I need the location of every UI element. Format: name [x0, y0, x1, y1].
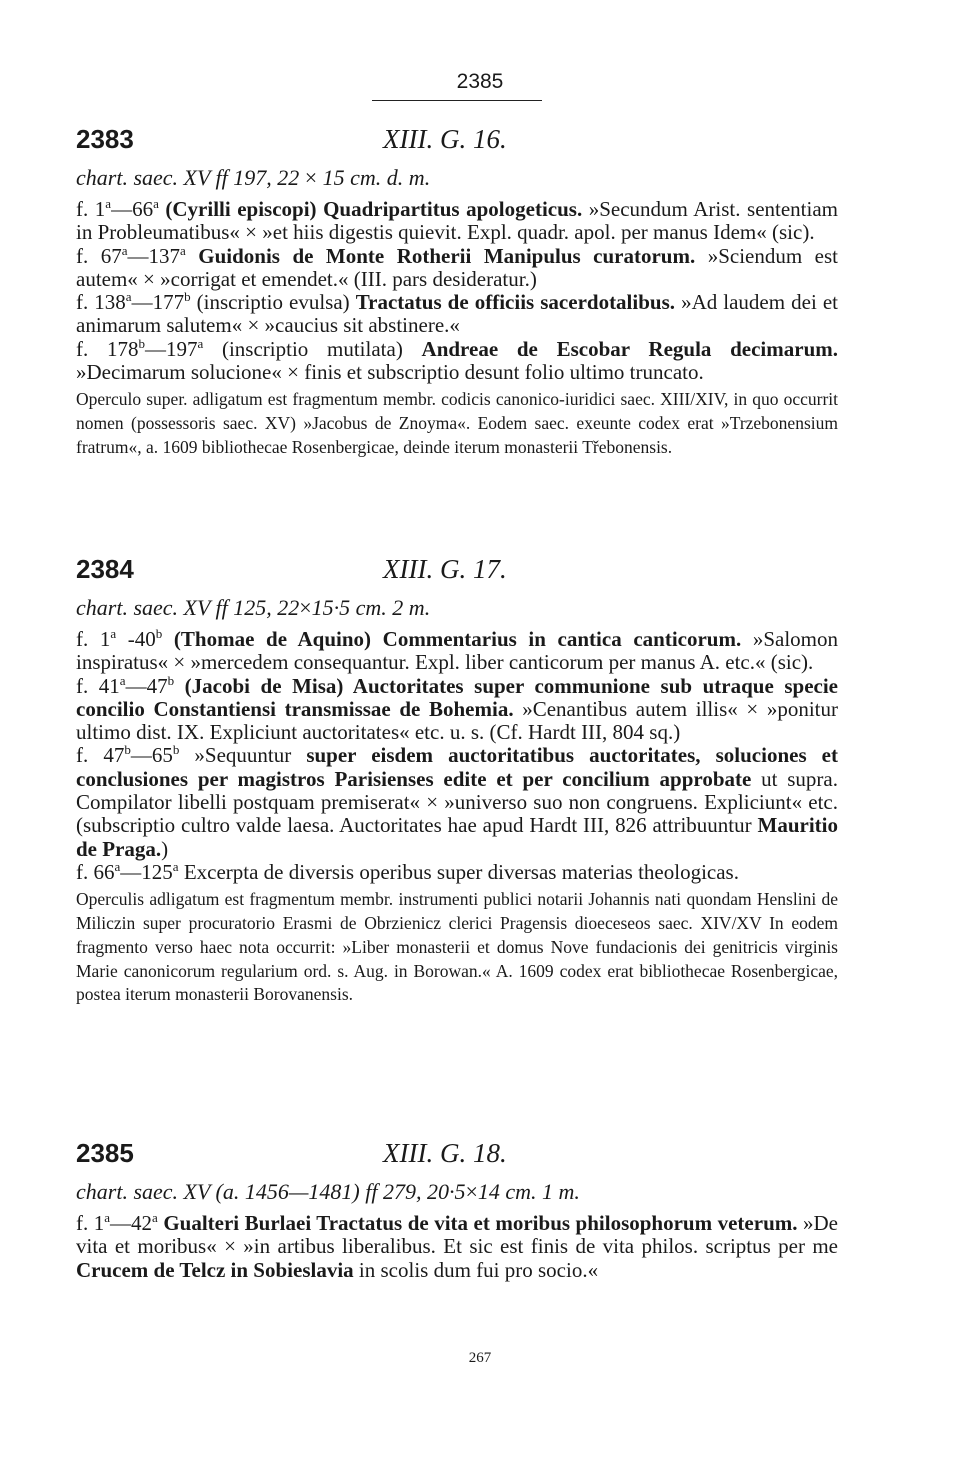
catalog-entry-2385: [76, 1138, 838, 1282]
contents-list: [76, 198, 838, 384]
contents-list: [76, 1212, 838, 1282]
shelf-signature: XIII. G. 16.: [383, 124, 507, 154]
content-item: f. 178$^b$—197$^a$ (inscriptio mutilata) Andreae de Escobar Regula decimarum. »Decimarum solucione« × finis et subscriptio desunt folio ultimo truncato.: [76, 335, 839, 385]
entry-number: 2384: [76, 554, 134, 584]
codex-description: chart. saec. XV ff 125, 22×15·5 cm. 2 m.: [76, 595, 431, 620]
shelf-signature: XIII. G. 18.: [383, 1138, 507, 1168]
content-item: f. 1$^a$ -40$^b$ (Thomae de Aquino) Commentarius in cantica canticorum. »Salomon inspiratus« × »mercedem consequantur. Expl. liber canticorum per manus A. etc.« (sic).: [76, 626, 839, 675]
page-header-number: 2385: [456, 70, 504, 93]
catalog-entry-2383: [76, 124, 838, 460]
content-item: f. 67$^a$—137$^a$ Guidonis de Monte Rotherii Manipulus curatorum. »Sciendum est autem« × »corrigat et emendet.« (III. pars desideratur.): [76, 242, 838, 291]
content-item: f. 66$^a$—125$^a$ Excerpta de diversis operibus super diversas materias theologicas.: [76, 859, 739, 884]
entry-heading: [76, 124, 838, 164]
entry-heading: [76, 554, 838, 594]
binding-note: Operculo super. adligatum est fragmentum membr. codicis canonico-iuridici saec. XIII/XIV, in quo occurrit nomen (possessoris saec. XV) »Jacobus de Znoyma«. Eodem saec. exeunte codex erat »Trzebonensium fratrum«, a. 1609 bibliothecae Rosenbergicae, deinde iterum monasterii Třebonensis.: [76, 389, 838, 457]
entry-heading: [76, 1138, 838, 1178]
shelf-signature: XIII. G. 17.: [383, 554, 507, 584]
codex-description: chart. saec. XV (a. 1456—1481) ff 279, 20·5×14 cm. 1 m.: [76, 1179, 580, 1204]
page-footer-number: 267: [468, 1350, 492, 1366]
entry-number: 2385: [76, 1138, 134, 1168]
binding-note: Operculis adligatum est fragmentum membr. instrumenti publici notarii Johannis nati quondam Henslini de Miliczin super procuratorio Erasmi de Obrzienicz clerici Pragensis dioeceseos saec. XIV/XV In eodem fragmento verso haec nota occurrit: »Liber monasterii et domus Nove fundacionis dei genitricis virginis Marie canonicorum regularium ord. s. Aug. in Borowan.« A. 1609 codex erat bibliothecae Rosenbergicae, postea iterum monasterii Borovanensis.: [76, 889, 838, 1005]
codex-description: chart. saec. XV ff 197, 22 × 15 cm. d. m.: [76, 165, 431, 190]
entry-number: 2383: [76, 124, 134, 154]
content-item: f. 1$^a$—42$^a$ Gualteri Burlaei Tractatus de vita et moribus philosophorum veterum. »De vita et moribus« × »in artibus liberalibus. Et sic est finis de vita philos. scriptus per me Crucem de Telcz in Sobieslavia in scolis dum fui pro socio.«: [76, 1210, 838, 1282]
content-item: f. 41$^a$—47$^b$ (Jacobi de Misa) Auctoritates super communione sub utraque specie concilio Constantiensi transmissae de Bohemia. »Cenantibus autem illis« × »ponitur ultimo dist. IX. Expliciunt auctoritates« etc. u. s. (Cf. Hardt III, 804 sq.): [76, 672, 838, 745]
content-item: f. 138$^a$—177$^b$ (inscriptio evulsa) Tractatus de officiis sacerdotalibus. »Ad laudem dei et animarum salutem« × »caucius sit abstinere.«: [76, 289, 838, 338]
catalog-entry-2384: [76, 554, 838, 1007]
content-item: f. 47$^b$—65$^b$ »Sequuntur super eisdem auctoritatibus auctoritates, soluciones et conclusiones per magistros Parisienses edite et per concilium approbate ut supra. Compilator libelli postquam premiserat« × »universo suo non congruens. Expliciunt« etc. (subscriptio cultro valde laesa. Auctoritates hae apud Hardt III, 826 attribuuntur Mauritio de Praga.): [76, 742, 838, 861]
header-rule: [372, 100, 542, 101]
content-item: f. 1$^a$—66$^a$ (Cyrilli episcopi) Quadripartitus apologeticus. »Secundum Arist. sententiam in Probleumatibus« × »et hiis digestis quievit. Expl. quadr. apol. per manus Idem« (sic).: [76, 196, 838, 245]
contents-list: [76, 628, 838, 884]
